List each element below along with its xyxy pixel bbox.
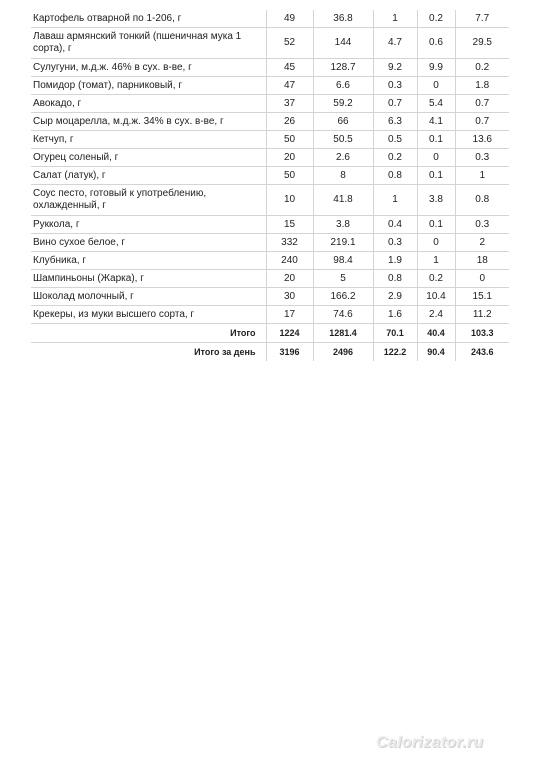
weight-cell: 37 xyxy=(266,95,313,113)
protein-cell: 4.7 xyxy=(373,28,417,59)
food-name-cell: Клубника, г xyxy=(31,252,266,270)
carbs-cell: 0.3 xyxy=(455,216,509,234)
weight-cell: 50 xyxy=(266,167,313,185)
food-diary-table xyxy=(31,10,509,361)
carbs-cell: 7.7 xyxy=(455,10,509,28)
fat-cell: 4.1 xyxy=(417,113,455,131)
fat-cell: 0.2 xyxy=(417,270,455,288)
table-row xyxy=(31,252,509,270)
table-row xyxy=(31,59,509,77)
fat-cell: 3.8 xyxy=(417,185,455,216)
weight-cell: 47 xyxy=(266,77,313,95)
fat-cell: 2.4 xyxy=(417,306,455,324)
table-row xyxy=(31,149,509,167)
calories-cell: 36.8 xyxy=(313,10,373,28)
protein-cell: 6.3 xyxy=(373,113,417,131)
calories-cell: 50.5 xyxy=(313,131,373,149)
carbs-cell: 0.3 xyxy=(455,149,509,167)
protein-cell: 0.4 xyxy=(373,216,417,234)
day-total-row xyxy=(31,343,509,362)
table-row xyxy=(31,28,509,59)
day-calories-cell: 2496 xyxy=(313,343,373,362)
weight-cell: 240 xyxy=(266,252,313,270)
weight-cell: 17 xyxy=(266,306,313,324)
calories-cell: 219.1 xyxy=(313,234,373,252)
weight-cell: 20 xyxy=(266,270,313,288)
table-row xyxy=(31,131,509,149)
weight-cell: 30 xyxy=(266,288,313,306)
weight-cell: 10 xyxy=(266,185,313,216)
carbs-cell: 0.7 xyxy=(455,113,509,131)
weight-cell: 45 xyxy=(266,59,313,77)
table-row xyxy=(31,185,509,216)
protein-cell: 1.6 xyxy=(373,306,417,324)
food-name-cell: Шампиньоны (Жарка), г xyxy=(31,270,266,288)
table-row xyxy=(31,77,509,95)
carbs-cell: 18 xyxy=(455,252,509,270)
calories-cell: 74.6 xyxy=(313,306,373,324)
carbs-cell: 15.1 xyxy=(455,288,509,306)
meal-total-row xyxy=(31,324,509,343)
fat-cell: 5.4 xyxy=(417,95,455,113)
fat-cell: 0 xyxy=(417,77,455,95)
total-calories-cell: 1281.4 xyxy=(313,324,373,343)
weight-cell: 332 xyxy=(266,234,313,252)
weight-cell: 20 xyxy=(266,149,313,167)
protein-cell: 9.2 xyxy=(373,59,417,77)
fat-cell: 0.1 xyxy=(417,131,455,149)
calories-cell: 166.2 xyxy=(313,288,373,306)
table-row xyxy=(31,95,509,113)
food-name-cell: Помидор (томат), парниковый, г xyxy=(31,77,266,95)
calories-cell: 128.7 xyxy=(313,59,373,77)
table-row xyxy=(31,234,509,252)
protein-cell: 0.2 xyxy=(373,149,417,167)
table-row xyxy=(31,10,509,28)
table-row xyxy=(31,113,509,131)
fat-cell: 1 xyxy=(417,252,455,270)
calories-cell: 6.6 xyxy=(313,77,373,95)
table-row xyxy=(31,216,509,234)
weight-cell: 49 xyxy=(266,10,313,28)
carbs-cell: 1 xyxy=(455,167,509,185)
carbs-cell: 2 xyxy=(455,234,509,252)
watermark-logo: Calorizator.ru xyxy=(376,734,484,751)
calories-cell: 144 xyxy=(313,28,373,59)
total-carbs-cell: 103.3 xyxy=(455,324,509,343)
food-rows xyxy=(31,10,509,361)
protein-cell: 0.3 xyxy=(373,77,417,95)
food-name-cell: Руккола, г xyxy=(31,216,266,234)
calories-cell: 98.4 xyxy=(313,252,373,270)
protein-cell: 0.7 xyxy=(373,95,417,113)
fat-cell: 10.4 xyxy=(417,288,455,306)
protein-cell: 1 xyxy=(373,185,417,216)
total-weight-cell: 1224 xyxy=(266,324,313,343)
table-row xyxy=(31,306,509,324)
food-name-cell: Салат (латук), г xyxy=(31,167,266,185)
fat-cell: 0 xyxy=(417,149,455,167)
food-name-cell: Авокадо, г xyxy=(31,95,266,113)
food-name-cell: Сулугуни, м.д.ж. 46% в сух. в-ве, г xyxy=(31,59,266,77)
calories-cell: 3.8 xyxy=(313,216,373,234)
protein-cell: 0.5 xyxy=(373,131,417,149)
carbs-cell: 0.2 xyxy=(455,59,509,77)
fat-cell: 0 xyxy=(417,234,455,252)
day-protein-cell: 122.2 xyxy=(373,343,417,362)
day-fat-cell: 90.4 xyxy=(417,343,455,362)
carbs-cell: 0 xyxy=(455,270,509,288)
weight-cell: 50 xyxy=(266,131,313,149)
carbs-cell: 1.8 xyxy=(455,77,509,95)
weight-cell: 52 xyxy=(266,28,313,59)
carbs-cell: 13.6 xyxy=(455,131,509,149)
calories-cell: 59.2 xyxy=(313,95,373,113)
food-name-cell: Картофель отварной по 1-206, г xyxy=(31,10,266,28)
carbs-cell: 0.8 xyxy=(455,185,509,216)
protein-cell: 0.8 xyxy=(373,270,417,288)
table-row xyxy=(31,288,509,306)
fat-cell: 0.2 xyxy=(417,10,455,28)
food-name-cell: Лаваш армянский тонкий (пшеничная мука 1 сорта), г xyxy=(31,28,266,59)
day-total-label: Итого за день xyxy=(194,347,256,357)
calories-cell: 66 xyxy=(313,113,373,131)
carbs-cell: 11.2 xyxy=(455,306,509,324)
food-name-cell: Вино сухое белое, г xyxy=(31,234,266,252)
carbs-cell: 0.7 xyxy=(455,95,509,113)
food-name-cell: Крекеры, из муки высшего сорта, г xyxy=(31,306,266,324)
food-name-cell: Кетчуп, г xyxy=(31,131,266,149)
weight-cell: 15 xyxy=(266,216,313,234)
protein-cell: 2.9 xyxy=(373,288,417,306)
protein-cell: 0.3 xyxy=(373,234,417,252)
calories-cell: 8 xyxy=(313,167,373,185)
food-name-cell: Сыр моцарелла, м.д.ж. 34% в сух. в-ве, г xyxy=(31,113,266,131)
day-carbs-cell: 243.6 xyxy=(455,343,509,362)
fat-cell: 0.6 xyxy=(417,28,455,59)
protein-cell: 1 xyxy=(373,10,417,28)
carbs-cell: 29.5 xyxy=(455,28,509,59)
calories-cell: 5 xyxy=(313,270,373,288)
food-name-cell: Шоколад молочный, г xyxy=(31,288,266,306)
food-name-cell: Огурец соленый, г xyxy=(31,149,266,167)
food-name-cell: Соус песто, готовый к употреблению, охлажденный, г xyxy=(31,185,266,216)
fat-cell: 0.1 xyxy=(417,167,455,185)
calories-cell: 2.6 xyxy=(313,149,373,167)
protein-cell: 0.8 xyxy=(373,167,417,185)
table-row xyxy=(31,270,509,288)
calories-cell: 41.8 xyxy=(313,185,373,216)
protein-cell: 1.9 xyxy=(373,252,417,270)
weight-cell: 26 xyxy=(266,113,313,131)
fat-cell: 9.9 xyxy=(417,59,455,77)
total-protein-cell: 70.1 xyxy=(373,324,417,343)
table-row xyxy=(31,167,509,185)
meal-total-label: Итого xyxy=(31,324,266,343)
day-weight-cell: 3196 xyxy=(266,343,313,362)
fat-cell: 0.1 xyxy=(417,216,455,234)
total-fat-cell: 40.4 xyxy=(417,324,455,343)
